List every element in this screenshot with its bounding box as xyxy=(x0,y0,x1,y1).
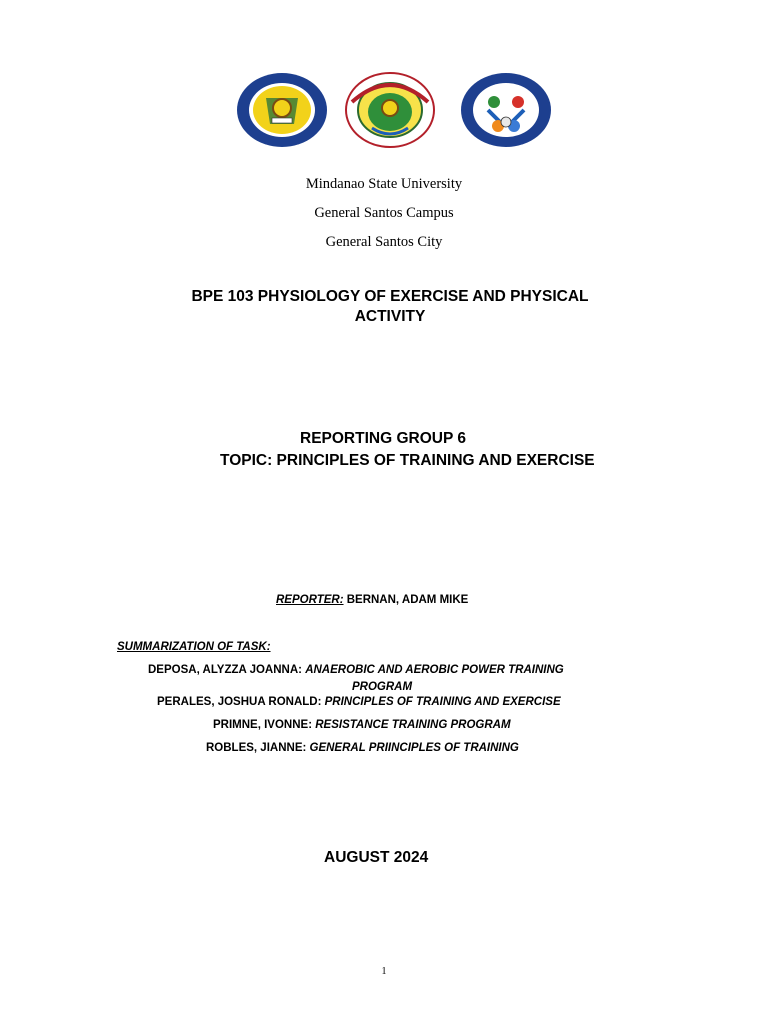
mindanao-state-university-logo xyxy=(344,72,436,148)
reporter-line xyxy=(276,594,468,606)
course-title xyxy=(110,287,670,327)
campus-name: General Santos Campus xyxy=(314,205,454,221)
member-task: PRINCIPLES OF TRAINING AND EXERCISE xyxy=(324,696,561,708)
report-date: AUGUST 2024 xyxy=(324,849,429,866)
summary-item xyxy=(206,742,519,754)
reporter-name: BERNAN, ADAM MIKE xyxy=(343,594,469,606)
member-task: ANAEROBIC AND AEROBIC POWER TRAINING xyxy=(305,664,564,676)
institution-name: Mindanao State University xyxy=(305,176,463,192)
member-name: PRIMNE, IVONNE: xyxy=(213,719,316,731)
member-name: PERALES, JOSHUA RONALD: xyxy=(157,696,325,708)
summary-item xyxy=(148,664,564,676)
city-name: General Santos City xyxy=(325,234,443,250)
college-of-education-logo xyxy=(236,72,328,148)
reporting-group: REPORTING GROUP 6 xyxy=(300,430,466,447)
member-task: GENERAL PRIINCIPLES OF TRAINING xyxy=(309,742,519,754)
summary-heading: SUMMARIZATION OF TASK: xyxy=(117,641,271,653)
reporter-label: REPORTER: xyxy=(276,594,344,606)
member-task: RESISTANCE TRAINING PROGRAM xyxy=(315,719,511,731)
summary-item xyxy=(213,719,511,731)
summary-item xyxy=(157,696,561,708)
member-name: ROBLES, JIANNE: xyxy=(206,742,310,754)
bachelor-of-physical-education-logo xyxy=(460,72,552,148)
member-name: DEPOSA, ALYZZA JOANNA: xyxy=(148,664,306,676)
page-number: 1 xyxy=(381,966,387,977)
member-task-continued: PROGRAM xyxy=(352,681,413,693)
course-title-line2: ACTIVITY xyxy=(354,308,426,325)
course-title-line1: BPE 103 PHYSIOLOGY OF EXERCISE AND PHYSICAL xyxy=(191,288,589,305)
topic: TOPIC: PRINCIPLES OF TRAINING AND EXERCISE xyxy=(220,452,595,469)
